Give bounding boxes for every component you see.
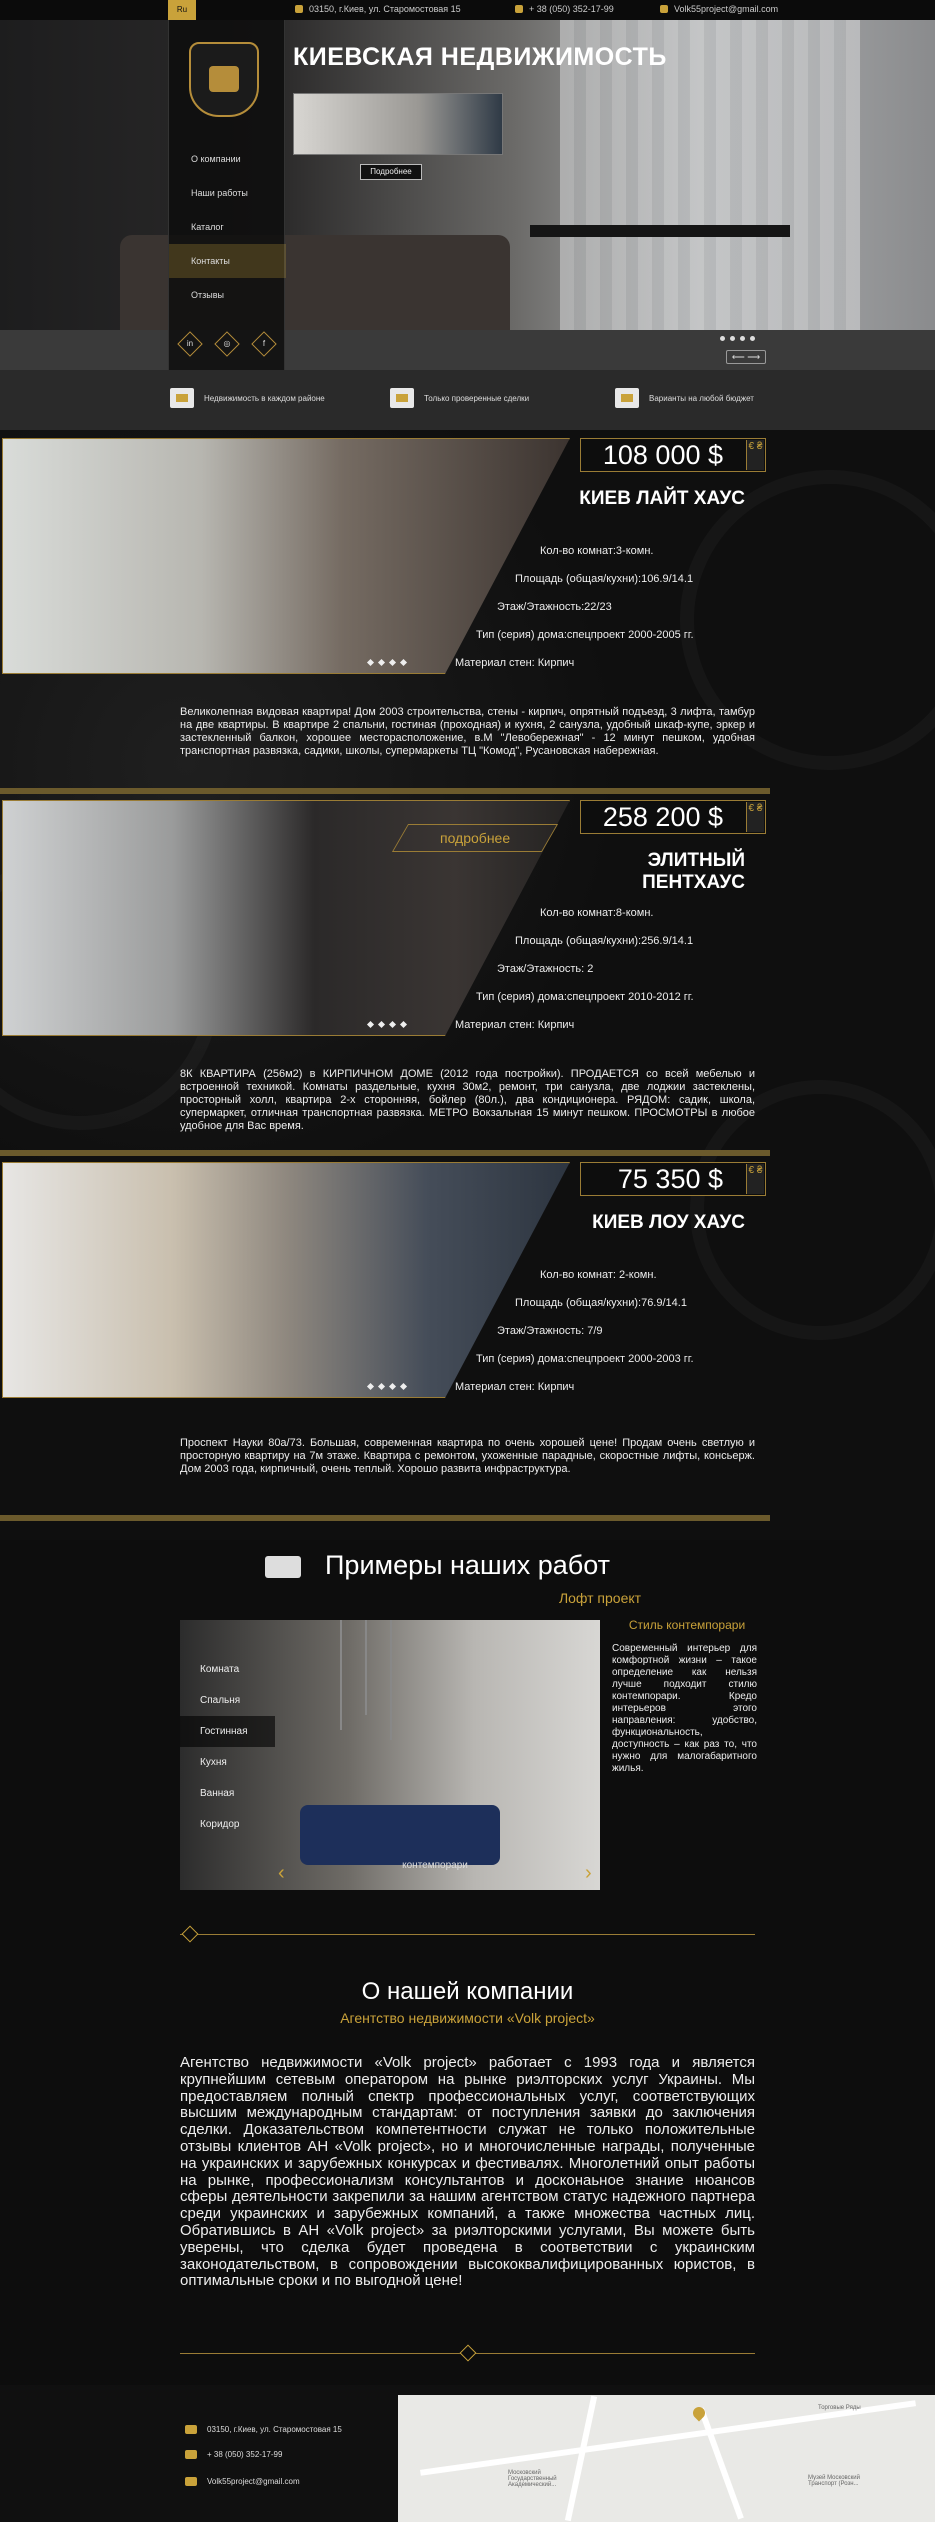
currency-switch[interactable]: € ₴ <box>746 802 764 832</box>
sidebar-item-about[interactable]: О компании <box>191 154 241 164</box>
wallet-icon <box>615 388 639 408</box>
ornament-divider <box>180 1934 755 1935</box>
feature-text: Недвижимость в каждом районе <box>204 393 325 403</box>
listing-price: 108 000 $ <box>580 438 766 472</box>
listing-card <box>0 800 770 1140</box>
hero-slider-dots[interactable] <box>720 336 755 341</box>
feature-districts <box>170 388 330 408</box>
instagram-icon-glyph: ◎ <box>223 339 231 348</box>
listing-spec: Этаж/Этажность:22/23 <box>497 601 612 613</box>
listing-price: 75 350 $ <box>580 1162 766 1196</box>
footer-phone[interactable] <box>185 2450 282 2459</box>
listing-spec: Кол-во комнат: 2-комн. <box>540 1269 657 1281</box>
slider-dot[interactable] <box>730 336 735 341</box>
topbar-email[interactable] <box>660 4 778 14</box>
facebook-icon[interactable] <box>251 331 276 356</box>
linkedin-icon-glyph: in <box>186 339 194 348</box>
footer-email[interactable] <box>185 2477 300 2486</box>
works-style-title: Стиль контемпорари <box>628 1618 746 1632</box>
map-label: Московский Государственный Академический... <box>508 2470 557 2488</box>
section-divider <box>0 788 770 794</box>
listing-spec: Тип (серия) дома:спецпроект 2010-2012 гг. <box>476 991 694 1003</box>
house-icon <box>390 388 414 408</box>
topbar-address <box>295 4 461 14</box>
footer-address-text: 03150, г.Киев, ул. Старомостовая 15 <box>207 2425 342 2434</box>
listing-card <box>0 438 770 778</box>
listing-more-button[interactable] <box>392 824 558 852</box>
listing-spec: Кол-во комнат:8-комн. <box>540 907 654 919</box>
map-road <box>565 2396 597 2521</box>
mail-icon <box>185 2477 197 2486</box>
listing-more-label: подробнее <box>439 830 511 846</box>
sidebar-item-works[interactable]: Наши работы <box>191 188 248 198</box>
top-bar <box>0 0 935 20</box>
diamond-icon <box>182 1926 199 1943</box>
map-icon <box>170 388 194 408</box>
hero-slider-arrows[interactable]: ⟵ ⟶ <box>726 350 766 364</box>
listing-title[interactable]: КИЕВ ЛОУ ХАУС <box>592 1212 745 1233</box>
sidebar-item-catalog[interactable]: Каталог <box>191 222 224 232</box>
topbar-phone[interactable] <box>515 4 614 14</box>
features-bar <box>0 370 935 430</box>
lamp-image <box>340 1620 342 1730</box>
listing-card <box>0 1162 770 1502</box>
location-map[interactable] <box>398 2395 935 2522</box>
sidebar-nav <box>169 142 286 312</box>
topbar-email-text[interactable]: Volk55project@gmail.com <box>674 4 779 14</box>
works-title: Примеры наших работ <box>325 1550 610 1580</box>
lamp-image <box>390 1620 392 1740</box>
hero-curtain-image <box>560 20 860 370</box>
listing-spec: Площадь (общая/кухни):76.9/14.1 <box>515 1297 687 1309</box>
listing-description: 8К КВАРТИРА (256м2) в КИРПИЧНОМ ДОМЕ (2012 года постройки). ПРОДАЕТСЯ со всей мебелью и встроенной техникой. Комнаты раздельные, кухня 30м2, ремонт, три санузла, две лоджии застеклены, просторный холл, квартира 2-х сторонняя, бойлер (80л.), два кондиционера. РЯДОМ: садик, школа, супермаркет, отличная транспортная развязка. МЕТРО Вокзальная 15 минут пешком. ПРОСМОТРЫ в любое удобное для Вас время. <box>180 1068 755 1132</box>
hero-thumbnail-strip[interactable] <box>293 93 503 155</box>
listing-spec: Материал стен: Кирпич <box>455 1381 575 1393</box>
lamp-image <box>365 1620 367 1715</box>
listing-spec: Кол-во комнат:3-комн. <box>540 545 654 557</box>
listing-spec: Площадь (общая/кухни):106.9/14.1 <box>515 573 694 585</box>
about-subtitle: Агентство недвижимости «Volk project» <box>340 2010 595 2026</box>
works-menu-item[interactable]: Коридор <box>200 1819 240 1830</box>
sidebar-item-contacts[interactable]: Контакты <box>169 244 286 278</box>
footer-email-text[interactable]: Volk55project@gmail.com <box>207 2477 300 2486</box>
instagram-icon[interactable] <box>214 331 239 356</box>
works-menu-item[interactable]: Ванная <box>200 1788 235 1799</box>
slider-dot[interactable] <box>740 336 745 341</box>
section-divider <box>0 1515 770 1521</box>
works-room-menu <box>180 1654 275 1840</box>
listing-title[interactable]: КИЕВ ЛАЙТ ХАУС <box>579 488 745 509</box>
listing-description: Проспект Науки 80а/73. Большая, современная квартира по очень хорошей цене! Продам очень светлую и просторную квартиру на 7м этаже. Квартира с ремонтом, ухоженные парадные, скоростные лифты, консьерж. Дом 2003 года, кирпичный, очень теплый. Хорошо развита инфраструктура. <box>180 1437 755 1475</box>
works-menu-item[interactable]: Гостинная <box>180 1716 275 1747</box>
feature-budget <box>615 388 754 408</box>
listing-spec: Тип (серия) дома:спецпроект 2000-2003 гг. <box>476 1353 694 1365</box>
works-style-text: Современный интерьер для комфортной жизни – такое определение как нельзя лучше подходит стилю контемпорари. Кредо интерьеров этого направления: удобство, функциональность, доступность – как раз то, что нужно для малогабаритного жилья. <box>612 1643 757 1774</box>
listing-title[interactable]: ЭЛИТНЫЙ ПЕНТХАУС <box>642 850 745 893</box>
hero-details-button[interactable]: Подробнее <box>360 164 422 180</box>
works-subtitle: Лофт проект <box>558 1590 642 1606</box>
sidebar <box>168 20 285 370</box>
about-title: О нашей компании <box>361 1978 574 2005</box>
listing-slider-dots[interactable] <box>368 1384 406 1389</box>
currency-switch[interactable]: € ₴ <box>746 440 764 470</box>
phone-icon <box>185 2450 197 2459</box>
listing-spec: Материал стен: Кирпич <box>455 657 575 669</box>
about-text: Агентство недвижимости «Volk project» работает с 1993 года и является крупнейшим сетевым оператором на рынке риэлторских услуг Украины. Мы предоставляем полный спектр профессиональных услуг, соответствующих высшим международным стандартам: от поступления заявки до заключения сделки. Доказательством компетентности служат не только положительные отзывы клиентов АН «Volk project», но и многочисленные награды, полученные на украинских и зарубежных конкурсах и фестивалях. Многолетний опыт работы на рынке, профессионализм консультантов и досконаьное знание нюансов сферы деятельности закрепили за нашим агентством статус надежного партнера среди украинских и зарубежных компаний, а также множества частных лиц. Обратившись в АН «Volk project» за риэлторскими услугами, Вы можете быть уверены, что сделка будет проведена в соответствии с украинским законодательством, в сопровождении высококвалифицированных юристов, в оптимальные сроки и по выгодной цене! <box>180 2054 755 2290</box>
footer-phone-text[interactable]: + 38 (050) 352-17-99 <box>207 2450 283 2459</box>
footer-address <box>185 2425 342 2434</box>
wolf-crest-icon <box>209 66 239 92</box>
listing-spec: Площадь (общая/кухни):256.9/14.1 <box>515 935 694 947</box>
feature-verified <box>390 388 529 408</box>
ornament-divider <box>180 2353 755 2354</box>
listing-spec: Тип (серия) дома:спецпроект 2000-2005 гг. <box>476 629 694 641</box>
listing-spec: Материал стен: Кирпич <box>455 1019 575 1031</box>
facebook-icon-glyph: f <box>262 339 266 348</box>
location-icon <box>295 5 303 13</box>
phone-icon <box>515 5 523 13</box>
listing-price: 258 200 $ <box>580 800 766 834</box>
section-divider <box>0 1150 770 1156</box>
sidebar-item-reviews[interactable]: Отзывы <box>191 290 224 300</box>
listing-slider-dots[interactable] <box>368 660 406 665</box>
feature-text: Варианты на любой бюджет <box>649 393 754 403</box>
listing-spec: Этаж/Этажность: 7/9 <box>497 1325 603 1337</box>
hero-banner <box>0 20 935 370</box>
hero-table-image <box>530 225 790 237</box>
topbar-phone-text[interactable]: + 38 (050) 352-17-99 <box>529 4 614 14</box>
slider-dot[interactable] <box>750 336 755 341</box>
works-caption: контемпорари <box>402 1860 468 1871</box>
location-icon <box>185 2425 197 2434</box>
works-menu-item[interactable]: Кухня <box>200 1757 227 1768</box>
diamond-icon <box>460 2345 477 2362</box>
works-menu-item[interactable]: Спальня <box>200 1695 241 1706</box>
company-logo[interactable] <box>189 42 259 117</box>
chevron-left-icon[interactable]: ‹ <box>278 1862 285 1884</box>
listing-spec: Этаж/Этажность: 2 <box>497 963 594 975</box>
slider-dot[interactable] <box>720 336 725 341</box>
listing-slider-dots[interactable] <box>368 1022 406 1027</box>
feature-text: Только проверенные сделки <box>424 393 530 403</box>
chevron-right-icon[interactable]: › <box>585 1862 592 1884</box>
listing-description: Великолепная видовая квартира! Дом 2003 строительства, стены - кирпич, опрятный подъезд, 3 лифта, тамбур на две квартиры. В квартире 2 спальни, гостиная (проходная) и кухня, 2 санузла, удобный шкаф-купе, эркер и застекленный балкон, хорошее месторасположение, в.М "Левобережная" - 12 минут пешком, удобная транспортная развязка, садики, школы, супермаркеты ТЦ "Комод", Русановская набережная. <box>180 706 755 757</box>
linkedin-icon[interactable] <box>177 331 202 356</box>
map-label: Торговые Ряды <box>818 2405 861 2411</box>
map-road <box>420 2400 916 2476</box>
hero-floor-image <box>0 330 935 370</box>
currency-switch[interactable]: € ₴ <box>746 1164 764 1194</box>
mail-icon <box>660 5 668 13</box>
sofa-image <box>300 1805 500 1865</box>
topbar-address-text: 03150, г.Киев, ул. Старомостовая 15 <box>309 4 461 14</box>
works-menu-item[interactable]: Комната <box>200 1664 240 1675</box>
language-switcher[interactable]: Ru <box>168 0 196 20</box>
map-label: Музей Московский Транспорт (Розн... <box>808 2475 860 2487</box>
hero-title: КИЕВСКАЯ НЕДВИЖИМОСТЬ <box>293 43 667 71</box>
